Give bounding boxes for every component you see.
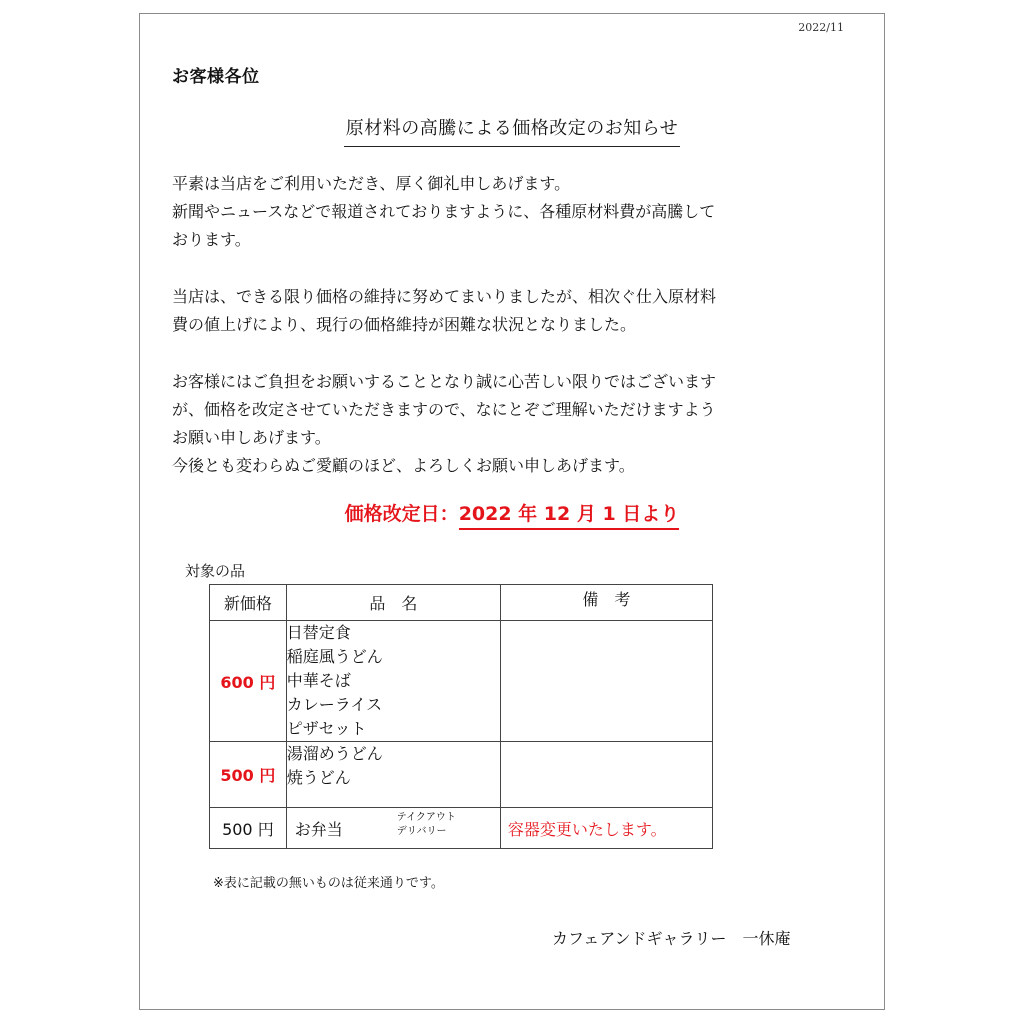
note-cell <box>500 621 712 742</box>
header-note: 備 考 <box>500 585 712 621</box>
note-cell: 容器変更いたします。 <box>500 808 712 849</box>
table-row <box>210 808 713 849</box>
footnote: ※表に記載の無いものは従来通りです。 <box>213 876 444 891</box>
item-name: 日替定食 <box>286 623 351 642</box>
paragraph-gap <box>172 339 852 368</box>
item-names-cell <box>286 742 500 808</box>
issue-date: 2022/11 <box>798 21 844 34</box>
price-cell: 500 円 <box>210 808 287 849</box>
notice-label: 価格改定日： <box>344 503 459 525</box>
item-sub-option: テイクアウト <box>396 812 456 823</box>
item-name: ピザセット <box>286 719 367 738</box>
notice-date: 2022 年 12 月 1 日より <box>459 503 680 530</box>
item-name: カレーライス <box>286 695 383 714</box>
header-name: 品 名 <box>286 585 500 621</box>
item-sub-option: デリバリー <box>396 826 447 837</box>
body-line: お願い申しあげます。 <box>172 428 331 447</box>
note-cell <box>500 742 712 808</box>
item-sub-options <box>397 811 456 839</box>
price-change-notice <box>0 499 1024 526</box>
table-caption: 対象の品 <box>185 562 246 580</box>
notice-text <box>345 499 680 526</box>
document-title: 原材料の高騰による価格改定のお知らせ <box>344 114 680 147</box>
item-name: 稲庭風うどん <box>286 647 383 666</box>
item-name: 湯溜めうどん <box>286 744 383 763</box>
body-line: 新聞やニュースなどで報道されておりますように、各種原材料費が高騰して <box>172 202 716 221</box>
body-line: 当店は、できる限り価格の維持に努めてまいりましたが、相次ぐ仕入原材料 <box>172 287 717 306</box>
body-line: が、価格を改定させていただきますので、なにとぞご理解いただけますよう <box>172 400 716 419</box>
price-cell: 600 円 <box>210 621 287 742</box>
title-container <box>0 114 1024 147</box>
body-line: おります。 <box>172 230 251 249</box>
price-table <box>209 584 713 849</box>
item-name: 中華そば <box>286 671 351 690</box>
header-price: 新価格 <box>210 585 287 621</box>
paragraph-gap <box>172 254 852 283</box>
item-name: 焼うどん <box>286 768 351 787</box>
table-row <box>210 742 713 808</box>
body-line: 費の値上げにより、現行の価格維持が困難な状況となりました。 <box>172 315 637 334</box>
body-line: お客様にはご負担をお願いすることとなり誠に心苦しい限りではございます <box>172 372 717 391</box>
item-names-cell <box>286 808 500 849</box>
signature: カフェアンドギャラリー 一休庵 <box>552 929 791 948</box>
body-text <box>172 170 852 480</box>
salutation: お客様各位 <box>172 67 260 87</box>
table-header-row <box>210 585 713 621</box>
item-names-cell <box>286 621 500 742</box>
body-line: 平素は当店をご利用いただき、厚く御礼申しあげます。 <box>172 174 571 193</box>
item-name: お弁当 <box>294 819 343 839</box>
body-line: 今後とも変わらぬご愛顧のほど、よろしくお願い申しあげます。 <box>172 456 635 475</box>
table-row <box>210 621 713 742</box>
price-cell: 500 円 <box>210 742 287 808</box>
